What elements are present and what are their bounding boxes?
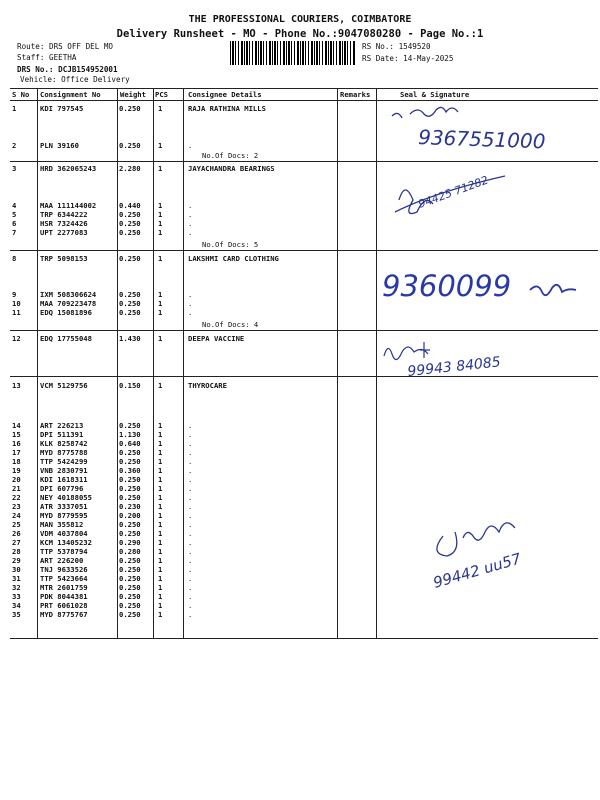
company-title: THE PROFESSIONAL COURIERS, COIMBATORE (188, 14, 412, 25)
signature-5 (415, 492, 575, 602)
sno-cell: 32 (12, 583, 21, 592)
consignee-cell: . (188, 556, 193, 565)
consignee-cell: RAJA RATHINA MILLS (188, 104, 266, 113)
pcs-cell: 1 (158, 104, 163, 113)
consignee-cell: . (188, 210, 193, 219)
wt-cell: 0.250 (119, 565, 141, 574)
col-header-signature: Seal & Signature (400, 90, 470, 99)
sno-cell: 7 (12, 228, 17, 237)
pcs-cell: 1 (158, 219, 163, 228)
sno-cell: 5 (12, 210, 17, 219)
cno-cell: IXM 508306624 (40, 290, 97, 299)
cno-cell: KCM 13405232 (40, 538, 92, 547)
consignee-cell: . (188, 308, 193, 317)
cno-cell: TTP 5378794 (40, 547, 88, 556)
pcs-cell: 1 (158, 430, 163, 439)
consignee-cell: . (188, 457, 193, 466)
wt-cell: 0.250 (119, 448, 141, 457)
pcs-cell: 1 (158, 254, 163, 263)
wt-cell: 0.250 (119, 308, 141, 317)
sno-cell: 27 (12, 538, 21, 547)
signature-1-number: 9367551000 (417, 125, 546, 154)
pcs-cell: 1 (158, 484, 163, 493)
wt-cell: 0.250 (119, 475, 141, 484)
pcs-cell: 1 (158, 511, 163, 520)
group-separator (10, 330, 598, 331)
cno-cell: KLK 8258742 (40, 439, 88, 448)
consignee-cell: . (188, 520, 193, 529)
col-header-consignee: Consignee Details (188, 90, 262, 99)
consignee-cell: . (188, 201, 193, 210)
consignee-cell: . (188, 475, 193, 484)
cno-cell: PLN 39160 (40, 141, 79, 150)
pcs-cell: 1 (158, 210, 163, 219)
consignee-cell: . (188, 484, 193, 493)
sno-cell: 3 (12, 164, 17, 173)
sno-cell: 11 (12, 308, 21, 317)
cno-cell: TTP 5424299 (40, 457, 88, 466)
sno-cell: 22 (12, 493, 21, 502)
consignee-cell: . (188, 421, 193, 430)
sno-cell: 18 (12, 457, 21, 466)
wt-cell: 0.250 (119, 228, 141, 237)
rs-date: RS Date: 14-May-2025 (362, 54, 454, 63)
sno-cell: 12 (12, 334, 21, 343)
wt-cell: 0.250 (119, 493, 141, 502)
col-header-consignment: Consignment No (40, 90, 101, 99)
col-divider (376, 88, 377, 639)
pcs-cell: 1 (158, 574, 163, 583)
sno-cell: 13 (12, 381, 21, 390)
pcs-cell: 1 (158, 381, 163, 390)
table-bottom-border (10, 638, 598, 639)
pcs-cell: 1 (158, 610, 163, 619)
consignee-cell: LAKSHMI CARD CLOTHING (188, 254, 279, 263)
consignee-cell: . (188, 448, 193, 457)
wt-cell: 1.430 (119, 334, 141, 343)
cno-cell: ART 226200 (40, 556, 84, 565)
wt-cell: 0.200 (119, 511, 141, 520)
sno-cell: 19 (12, 466, 21, 475)
cno-cell: VDM 4037804 (40, 529, 88, 538)
cno-cell: TRP 6344222 (40, 210, 88, 219)
cno-cell: UPT 2277083 (40, 228, 88, 237)
col-header-sno: S No (12, 90, 30, 99)
consignee-cell: . (188, 493, 193, 502)
sno-cell: 15 (12, 430, 21, 439)
doc-count: No.Of Docs: 5 (202, 240, 259, 249)
consignee-cell: . (188, 592, 193, 601)
signature-4-number: 99943 84085 (406, 354, 502, 380)
wt-cell: 0.250 (119, 574, 141, 583)
consignee-cell: . (188, 565, 193, 574)
col-header-weight: Weight (120, 90, 146, 99)
staff: Staff: GEETHA (17, 53, 77, 62)
consignee-cell: . (188, 290, 193, 299)
cno-cell: KDI 797545 (40, 104, 84, 113)
wt-cell: 0.250 (119, 592, 141, 601)
cno-cell: DPI 511391 (40, 430, 84, 439)
sno-cell: 24 (12, 511, 21, 520)
wt-cell: 0.250 (119, 104, 141, 113)
doc-count: No.Of Docs: 4 (202, 320, 259, 329)
wt-cell: 0.640 (119, 439, 141, 448)
col-divider (183, 88, 184, 639)
col-header-remarks: Remarks (340, 90, 371, 99)
sno-cell: 26 (12, 529, 21, 538)
col-divider (117, 88, 118, 639)
wt-cell: 0.250 (119, 254, 141, 263)
wt-cell: 2.280 (119, 164, 141, 173)
wt-cell: 0.360 (119, 466, 141, 475)
barcode (230, 41, 355, 65)
doc-count: No.Of Docs: 2 (202, 151, 259, 160)
sno-cell: 20 (12, 475, 21, 484)
sno-cell: 4 (12, 201, 17, 210)
consignee-cell: . (188, 502, 193, 511)
cno-cell: MYD 8779595 (40, 511, 88, 520)
pcs-cell: 1 (158, 290, 163, 299)
consignee-cell: . (188, 547, 193, 556)
cno-cell: ART 226213 (40, 421, 84, 430)
wt-cell: 0.250 (119, 457, 141, 466)
wt-cell: 1.130 (119, 430, 141, 439)
consignee-cell: . (188, 610, 193, 619)
signature-4 (380, 332, 580, 382)
pcs-cell: 1 (158, 299, 163, 308)
pcs-cell: 1 (158, 466, 163, 475)
drs-number: DRS No.: DCJB154952001 (17, 65, 118, 74)
pcs-cell: 1 (158, 201, 163, 210)
wt-cell: 0.250 (119, 219, 141, 228)
wt-cell: 0.250 (119, 421, 141, 430)
consignee-cell: . (188, 430, 193, 439)
runsheet-subtitle: Delivery Runsheet - MO - Phone No.:9047080280 - Page No.:1 (116, 28, 484, 40)
consignee-cell: . (188, 538, 193, 547)
sno-cell: 33 (12, 592, 21, 601)
sno-cell: 34 (12, 601, 21, 610)
pcs-cell: 1 (158, 520, 163, 529)
cno-cell: TNJ 9633526 (40, 565, 88, 574)
cno-cell: KDI 1618311 (40, 475, 88, 484)
signature-2 (385, 170, 555, 250)
sno-cell: 8 (12, 254, 17, 263)
consignee-cell: THYROCARE (188, 381, 227, 390)
pcs-cell: 1 (158, 556, 163, 565)
group-separator (10, 250, 598, 251)
sno-cell: 21 (12, 484, 21, 493)
sno-cell: 30 (12, 565, 21, 574)
wt-cell: 0.150 (119, 381, 141, 390)
signature-5-number: 99442 uu57 (431, 549, 524, 592)
wt-cell: 0.250 (119, 484, 141, 493)
sno-cell: 23 (12, 502, 21, 511)
cno-cell: TRP 5098153 (40, 254, 88, 263)
sno-cell: 35 (12, 610, 21, 619)
consignee-cell: . (188, 583, 193, 592)
cno-cell: NEY 40188055 (40, 493, 92, 502)
pcs-cell: 1 (158, 439, 163, 448)
sno-cell: 9 (12, 290, 17, 299)
wt-cell: 0.250 (119, 210, 141, 219)
wt-cell: 0.440 (119, 201, 141, 210)
sno-cell: 25 (12, 520, 21, 529)
table-header-border (10, 100, 598, 101)
cno-cell: MYD 8775788 (40, 448, 88, 457)
consignee-cell: . (188, 466, 193, 475)
wt-cell: 0.230 (119, 502, 141, 511)
wt-cell: 0.250 (119, 299, 141, 308)
sno-cell: 31 (12, 574, 21, 583)
pcs-cell: 1 (158, 448, 163, 457)
pcs-cell: 1 (158, 475, 163, 484)
cno-cell: PRT 6061028 (40, 601, 88, 610)
wt-cell: 0.280 (119, 547, 141, 556)
wt-cell: 0.250 (119, 556, 141, 565)
sno-cell: 17 (12, 448, 21, 457)
signature-2-number: 94425 71282 (416, 173, 491, 211)
col-divider (37, 88, 38, 639)
pcs-cell: 1 (158, 457, 163, 466)
sno-cell: 2 (12, 141, 17, 150)
cno-cell: DPI 607796 (40, 484, 84, 493)
consignee-cell: DEEPA VACCINE (188, 334, 245, 343)
wt-cell: 0.250 (119, 610, 141, 619)
pcs-cell: 1 (158, 592, 163, 601)
route: Route: DRS OFF DEL MO (17, 42, 114, 51)
consignee-cell: . (188, 219, 193, 228)
pcs-cell: 1 (158, 601, 163, 610)
wt-cell: 0.250 (119, 141, 141, 150)
sno-cell: 28 (12, 547, 21, 556)
cno-cell: EDQ 17755048 (40, 334, 92, 343)
sno-cell: 10 (12, 299, 21, 308)
consignee-cell: . (188, 299, 193, 308)
sno-cell: 14 (12, 421, 21, 430)
consignee-cell: . (188, 529, 193, 538)
pcs-cell: 1 (158, 141, 163, 150)
sno-cell: 29 (12, 556, 21, 565)
pcs-cell: 1 (158, 228, 163, 237)
sno-cell: 16 (12, 439, 21, 448)
wt-cell: 0.250 (119, 529, 141, 538)
cno-cell: MAN 355812 (40, 520, 84, 529)
pcs-cell: 1 (158, 164, 163, 173)
cno-cell: ATR 3337051 (40, 502, 88, 511)
col-divider (337, 88, 338, 639)
wt-cell: 0.250 (119, 520, 141, 529)
pcs-cell: 1 (158, 493, 163, 502)
pcs-cell: 1 (158, 529, 163, 538)
pcs-cell: 1 (158, 334, 163, 343)
cno-cell: MYD 8775767 (40, 610, 88, 619)
consignee-cell: . (188, 228, 193, 237)
wt-cell: 0.250 (119, 601, 141, 610)
wt-cell: 0.290 (119, 538, 141, 547)
wt-cell: 0.250 (119, 583, 141, 592)
pcs-cell: 1 (158, 547, 163, 556)
cno-cell: MAA 111144002 (40, 201, 97, 210)
signature-1 (380, 104, 595, 166)
pcs-cell: 1 (158, 583, 163, 592)
cno-cell: VNB 2830791 (40, 466, 88, 475)
cno-cell: MTR 2601759 (40, 583, 88, 592)
pcs-cell: 1 (158, 502, 163, 511)
pcs-cell: 1 (158, 565, 163, 574)
consignee-cell: . (188, 601, 193, 610)
consignee-cell: . (188, 141, 193, 150)
consignee-cell: . (188, 574, 193, 583)
cno-cell: MAA 709223478 (40, 299, 97, 308)
consignee-cell: JAYACHANDRA BEARINGS (188, 164, 275, 173)
rs-number: RS No.: 1549520 (362, 42, 431, 51)
col-header-pcs: PCS (155, 90, 168, 99)
col-divider (153, 88, 154, 639)
signature-3-number: 9360099 (382, 269, 512, 303)
vehicle: Vehicle: Office Delivery (20, 75, 130, 84)
consignee-cell: . (188, 439, 193, 448)
pcs-cell: 1 (158, 308, 163, 317)
pcs-cell: 1 (158, 421, 163, 430)
pcs-cell: 1 (158, 538, 163, 547)
table-top-border (10, 88, 598, 89)
cno-cell: VCM 5129756 (40, 381, 88, 390)
sno-cell: 1 (12, 104, 17, 113)
wt-cell: 0.250 (119, 290, 141, 299)
cno-cell: TTP 5423664 (40, 574, 88, 583)
cno-cell: HSR 7324426 (40, 219, 88, 228)
cno-cell: EDQ 15081896 (40, 308, 92, 317)
signature-3 (380, 262, 595, 312)
cno-cell: PDK 8044381 (40, 592, 88, 601)
sno-cell: 6 (12, 219, 17, 228)
consignee-cell: . (188, 511, 193, 520)
cno-cell: HRD 362065243 (40, 164, 97, 173)
